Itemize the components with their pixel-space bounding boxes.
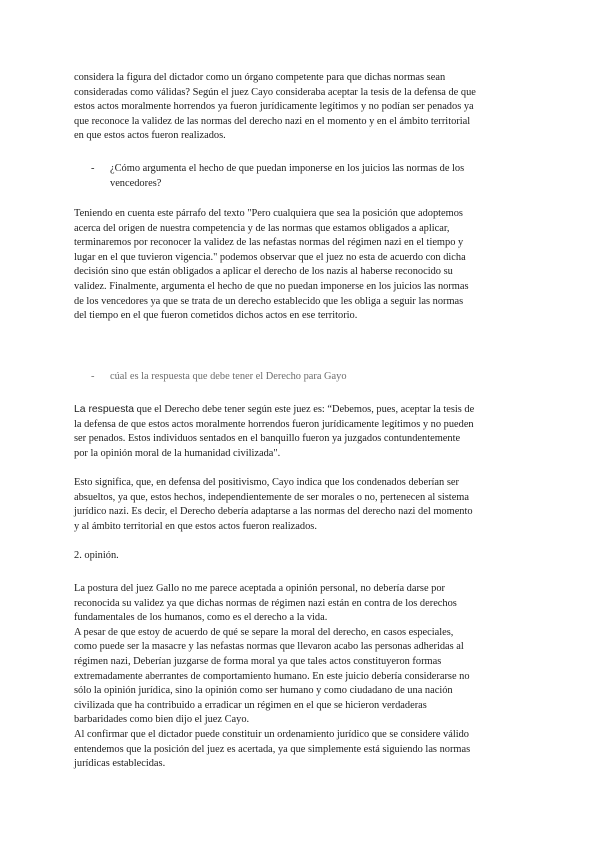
respuesta-paragraph [74,403,532,461]
text-line: extremadamente aberrantes de comportamiento humano. En este juicio debería considerarse no [74,670,470,682]
question-1-text [110,162,532,191]
text-line: jurídico nazi. Es decir, el Derecho debería adaptarse a las normas del derecho nazi del momento [74,506,473,518]
text-line: validez. Finalmente, argumenta el hecho de que no puedan imponerse en los juicios las normas [74,280,469,292]
opinion-paragraph [74,582,532,772]
bullet-dash: - [91,163,95,174]
text-line: como puede ser la masacre y las nefastas normas que llevaron acabo las personas adheridas al [74,641,464,653]
question-2-bullet [74,370,532,385]
text-line: Esto significa, que, en defensa del positivismo, Cayo indica que los condenados deberían ser [74,477,459,488]
text-line: fundamentales de los humanos, como es el derecho a la vida. [74,612,328,624]
answer-1-paragraph [74,207,532,324]
text-line: reconocida su validez ya que dichas normas de régimen nazi están en contra de los derechos [74,597,457,609]
text-line: régimen nazi, Deberían juzgarse de forma moral ya que tales actos constituyeron formas [74,655,442,667]
text-line: Al confirmar que el dictador puede constituir un ordenamiento jurídico que se considere válido [74,728,470,740]
text-line: considera la figura del dictador como un órgano competente para que dichas normas sean [74,72,446,83]
text-line: A pesar de que estoy de acuerdo de qué se separe la moral del derecho, en casos especiales, [74,626,454,638]
text-line: del tiempo en el que fueron cometidos dichos actos en ese territorio. [74,310,358,322]
text-line: la defensa de que estos actos moralmente horrendos fueron jurídicamente legítimos y no pueden [74,418,474,430]
text-line: La postura del juez Gallo no me parece aceptada a opinión personal, no debería darse por [74,583,446,594]
text-line: acerca del origen de nuestra competencia y de las normas que estamos obligados a aplicar, [74,222,450,234]
text-line: terminaremos por reconocer la validez de las nefastas normas del régimen nazi en el tiempo y [74,237,464,249]
text-line: absueltos, ya que, estos hechos, independientemente de ser morales o no, pertenecen al sistema [74,491,470,503]
respuesta-first-line: que el Derecho debe tener según este juez es: “Debemos, pues, aceptar la tesis de [134,404,475,415]
text-line: que reconoce la validez de las normas del derecho nazi en el momento y en el ámbito territorial [74,115,471,127]
text-line: jurídicas establecidas. [74,758,166,770]
bullet-dash: - [91,371,95,382]
text-line: y al ámbito territorial en que estos actos fueron realizados. [74,520,317,532]
text-line: consideradas como válidas? Según el juez Cayo consideraba aceptar la tesis de la defensa de que [74,86,476,98]
question-2-text: cúal es la respuesta que debe tener el Derecho para Gayo [110,371,347,382]
respuesta-label: La respuesta [74,404,135,415]
intro-paragraph [74,71,532,144]
significa-paragraph [74,476,532,534]
text-line: civilizada que ha contribuido a erradicar un régimen en el que se hicieron verdaderas [74,699,427,711]
text-line [74,403,532,418]
text-line: vencedores? [110,177,162,189]
text-line: decisión sino que están obligados a aplicar el derecho de los nazis al haberse reconocido su [74,266,453,278]
text-line: estos actos moralmente horrendos ya fueron jurídicamente legítimos y no podían ser penados ya [74,101,474,113]
text-line: en que estos actos fueron realizados. [74,130,226,142]
question-1-bullet [74,162,532,191]
text-line: sólo la opinión jurídica, sino la opinión como ser humano y como ciudadano de una nación [74,685,453,697]
text-line: por la opinión moral de la humanidad civilizada". [74,447,281,459]
section-heading-opinion: 2. opinión. [74,550,119,561]
text-line: lugar en el que tuvieron vigencia." podemos observar que el juez no esta de acuerdo con dicha [74,251,466,263]
text-line: Teniendo en cuenta este párrafo del texto "Pero cualquiera que sea la posición que adoptemos [74,208,463,219]
text-line: ser penados. Estos individuos sentados en el banquillo fueron ya juzgados contundentemente [74,433,461,445]
text-line: de los vencedores ya que se trata de un derecho establecido que les obliga a seguir las normas [74,295,464,307]
text-line: entendemos que la posición del juez es acertada, ya que simplemente está siguiendo las normas [74,743,471,755]
text-line: ¿Cómo argumenta el hecho de que puedan imponerse en los juicios las normas de los [110,163,465,174]
text-line: barbaridades como bien dijo el juez Cayo. [74,714,250,726]
